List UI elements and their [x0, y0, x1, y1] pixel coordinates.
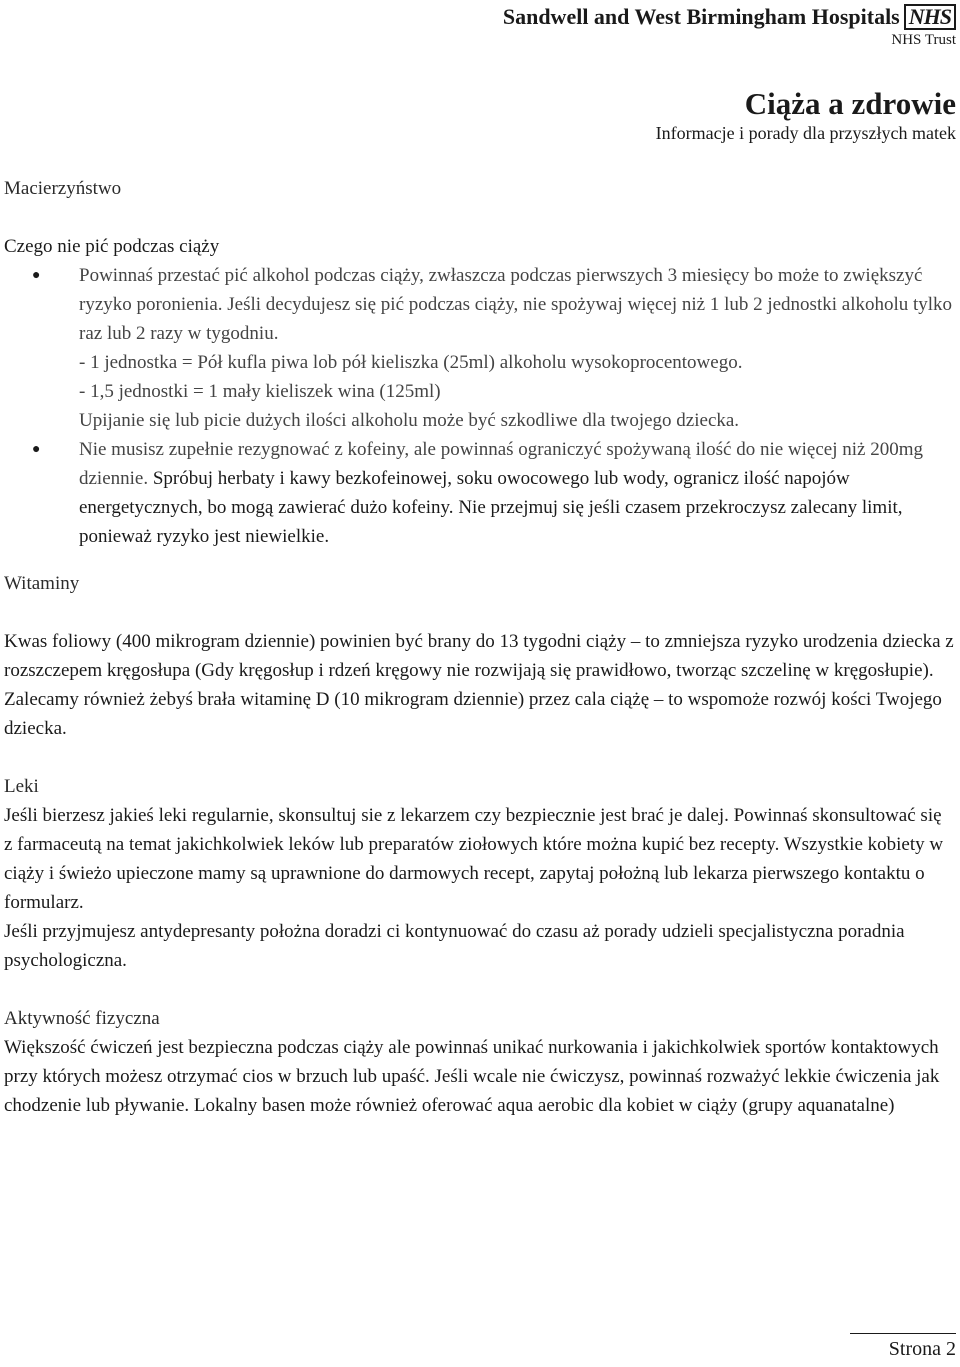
section-meds-title: Leki: [4, 776, 39, 797]
bullet-text: - 1,5 jednostki = 1 mały kieliszek wina (125ml): [79, 381, 441, 402]
document-title-block: [656, 86, 956, 144]
document-subtitle: Informacje i porady dla przyszłych matek: [655, 123, 956, 143]
bullet-icon: ●: [32, 442, 41, 457]
bullet-icon: ●: [32, 268, 41, 283]
document-body: [4, 174, 954, 1120]
trust-label: NHS Trust: [891, 32, 956, 48]
bullet-text: Powinnaś przestać pić alkohol podczas ciąży, zwłaszcza podczas pierwszych 3 miesięcy bo może to zwiększyć ryzyko poronienia. Jeśli decydujesz się pić podczas ciąży, nie spożywaj więcej niż 1 lub 2 jednostki alkoholu tylko raz lub 2 razy w tygodniu.: [79, 265, 953, 344]
section-vitamins-title: Witaminy: [4, 573, 80, 594]
activity-paragraph: Większość ćwiczeń jest bezpieczna podczas ciąży ale powinnaś unikać nurkowania i jakichkolwiek sportów kontaktowych przy których możesz otrzymać cios w brzuch lub upaść. Jeśli wcale nie ćwiczysz, powinnaś rozważyć lekkie ćwiczenia jak chodzenie lub pływanie. Lokalny basen może również oferować aqua aerobic dla kobiet w ciąży (grupy aquanatalne): [4, 1037, 940, 1116]
bullet-text: Nie musisz zupełnie rezygnować z kofeiny, ale powinnaś ograniczyć spożywaną ilość do nie więcej niż 200mg dziennie.: [79, 439, 923, 489]
meds-paragraph-2: Jeśli przyjmujesz antydepresanty położna doradzi ci kontynuować do czasu aż porady udzieli specjalistyczna poradnia psychologiczna.: [4, 921, 905, 971]
bullet-text: Upijanie się lub picie dużych ilości alkoholu może być szkodliwe dla twojego dziecka.: [79, 410, 740, 431]
drink-bullet-list: [4, 261, 954, 551]
list-item: [4, 435, 954, 551]
page-number: Strona 2: [850, 1333, 956, 1361]
bullet-text: Nie przejmuj się jeśli czasem przekroczysz zalecany limit, ponieważ ryzyko jest niewielkie.: [79, 497, 903, 547]
document-title: Ciąża a zdrowie: [744, 86, 956, 121]
bullet-text: Spróbuj herbaty i kawy bezkofeinowej, soku owocowego lub wody, ogranicz ilość napojów energetycznych, bo mogą zawierać dużo kofeiny.: [79, 468, 850, 518]
bullet-text: - 1 jednostka = Pół kufla piwa lob pół kieliszka (25ml) alkoholu wysokoprocentowego.: [79, 352, 743, 373]
org-line: [503, 4, 956, 30]
section-activity-title: Aktywność fizyczna: [4, 1008, 160, 1029]
page-header: [503, 4, 956, 49]
organization-name: Sandwell and West Birmingham Hospitals: [502, 4, 900, 29]
section-maternity-title: Macierzyństwo: [4, 178, 122, 199]
vitamins-paragraph-2: Zalecamy również żebyś brała witaminę D (10 mikrogram dziennie) przez cala ciążę – to wspomoże rozwój kości Twojego dziecka.: [4, 689, 942, 739]
section-drink-title: Czego nie pić podczas ciąży: [4, 236, 220, 257]
vitamins-paragraph-1: Kwas foliowy (400 mikrogram dziennie) powinien być brany do 13 tygodni ciąży – to zmniejsza ryzyko urodzenia dziecka z rozszczepem kręgosłupa (Gdy kręgosłup i rdzeń kręgowy nie rozwijają się prawidłowo, tworząc szczelinę w kręgosłupie).: [4, 631, 954, 681]
bullet-paragraph: [79, 435, 954, 551]
list-item: [4, 261, 954, 435]
meds-paragraph-1: Jeśli bierzesz jakieś leki regularnie, skonsultuj sie z lekarzem czy bezpiecznie jest brać je dalej. Powinnaś skonsultować się z farmaceutą na temat jakichkolwiek leków lub preparatów ziołowych które można kupić bez recepty. Wszystkie kobiety w ciąży i świeżo upieczone mamy są uprawnione do darmowych recept, zapytaj położną lub lekarza pierwszego kontaktu o formularz.: [4, 805, 944, 913]
nhs-logo: NHS: [904, 4, 956, 30]
